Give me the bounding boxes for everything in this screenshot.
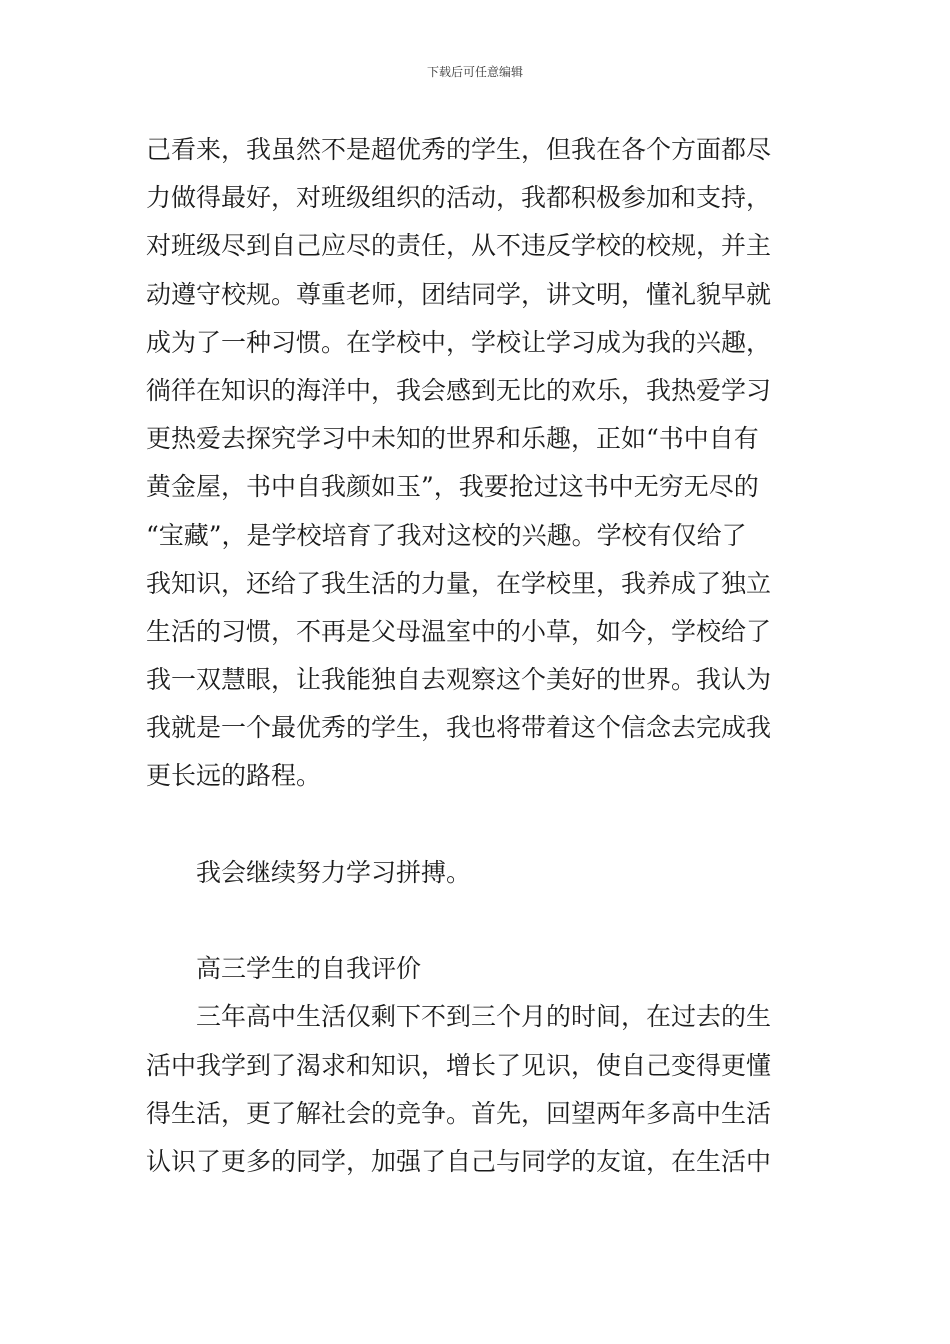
text-line: 黄金屋，书中自我颜如玉”，我要抢过这书中无穷无尽的: [146, 472, 759, 502]
text-line: “宝藏”，是学校培育了我对这校的兴趣。学校有仅给了: [146, 520, 747, 550]
text-line: 我就是一个最优秀的学生，我也将带着这个信念去完成我: [146, 713, 772, 743]
paragraph-gap: [146, 897, 810, 945]
paragraph-self-review: [146, 126, 810, 801]
text-line: 我知识，还给了我生活的力量，在学校里，我养成了独立: [146, 568, 772, 598]
text-line: 徜徉在知识的海洋中，我会感到无比的欢乐，我热爱学习: [146, 375, 772, 405]
paragraph-gap: [146, 801, 810, 849]
text-line: 得生活，更了解社会的竞争。首先，回望两年多高中生活: [146, 1098, 772, 1128]
text-line: 更热爱去探究学习中未知的世界和乐趣，正如“书中自有: [146, 424, 759, 454]
paragraph-senior-evaluation: [146, 993, 810, 1186]
text-line: 动遵守校规。尊重老师，团结同学，讲文明，懂礼貌早就: [146, 279, 772, 309]
text-line: 对班级尽到自己应尽的责任，从不违反学校的校规，并主: [146, 231, 772, 261]
text-line: 更长远的路程。: [146, 761, 322, 791]
text-line: 我一双慧眼，让我能独自去观察这个美好的世界。我认为: [146, 665, 772, 695]
text-line: 成为了一种习惯。在学校中，学校让学习成为我的兴趣，: [146, 327, 772, 357]
document-body: [146, 126, 810, 1186]
section-heading: 高三学生的自我评价: [196, 954, 422, 984]
text-line: 三年高中生活仅剩下不到三个月的时间，在过去的生: [196, 1002, 772, 1032]
text-line: 活中我学到了渴求和知识，增长了见识，使自己变得更懂: [146, 1050, 772, 1080]
closing-statement: 我会继续努力学习拼搏。: [196, 857, 472, 887]
text-line: 认识了更多的同学，加强了自己与同学的友谊，在生活中: [146, 1146, 772, 1176]
text-line: 力做得最好，对班级组织的活动，我都积极参加和支持，: [146, 183, 772, 213]
text-line: 生活的习惯，不再是父母温室中的小草，如今，学校给了: [146, 616, 772, 646]
text-line: 己看来，我虽然不是超优秀的学生，但我在各个方面都尽: [146, 135, 772, 164]
page-header: 下载后可任意编辑: [426, 65, 523, 79]
